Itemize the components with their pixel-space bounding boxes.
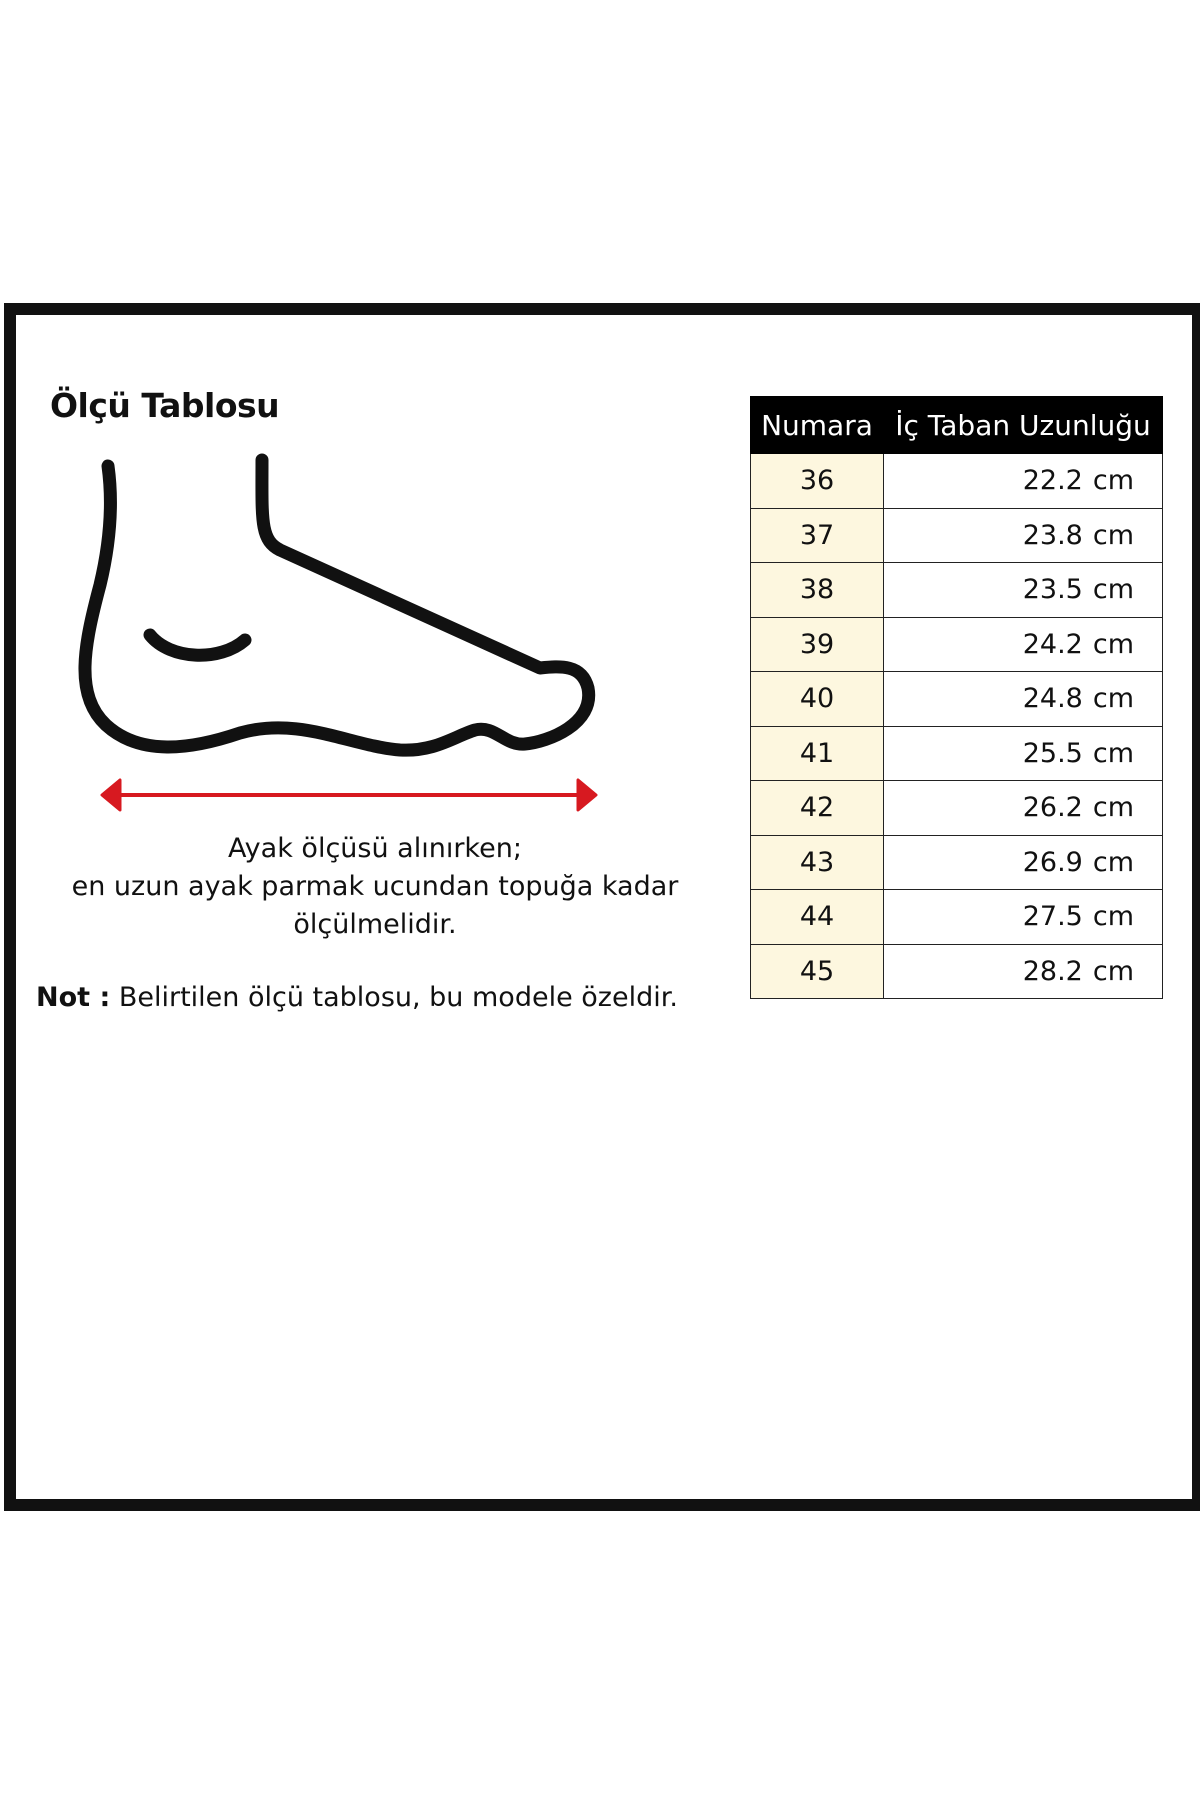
- table-row: [751, 563, 1163, 618]
- size-cell: 37: [751, 508, 884, 563]
- length-cell: [884, 835, 1163, 890]
- header-insole-length: İç Taban Uzunluğu: [884, 397, 1163, 454]
- length-value: 27.5: [1022, 901, 1083, 933]
- length-unit: cm: [1092, 574, 1134, 606]
- size-cell: 42: [751, 781, 884, 836]
- note-label: Not :: [36, 982, 111, 1013]
- model-note: [36, 982, 678, 1013]
- table-row: [751, 726, 1163, 781]
- table-row: [751, 944, 1163, 999]
- note-text: Belirtilen ölçü tablosu, bu modele özeldir.: [110, 982, 678, 1013]
- length-cell: [884, 672, 1163, 727]
- table-row: [751, 454, 1163, 509]
- length-cell: [884, 726, 1163, 781]
- length-value: 25.5: [1022, 737, 1083, 769]
- length-unit: cm: [1092, 737, 1134, 769]
- table-row: [751, 508, 1163, 563]
- length-unit: cm: [1092, 465, 1134, 497]
- foot-outline-icon: [85, 460, 589, 750]
- size-cell: 45: [751, 944, 884, 999]
- length-cell: [884, 508, 1163, 563]
- length-unit: cm: [1092, 846, 1134, 878]
- size-cell: 44: [751, 890, 884, 945]
- measurement-instructions: [30, 830, 720, 944]
- length-value: 23.5: [1022, 574, 1083, 606]
- size-cell: 41: [751, 726, 884, 781]
- length-value: 22.2: [1022, 465, 1083, 497]
- length-unit: cm: [1092, 628, 1134, 660]
- length-cell: [884, 454, 1163, 509]
- length-value: 26.9: [1022, 846, 1083, 878]
- size-chart-table: [750, 396, 1163, 999]
- size-cell: 36: [751, 454, 884, 509]
- size-cell: 39: [751, 617, 884, 672]
- size-cell: 43: [751, 835, 884, 890]
- length-cell: [884, 890, 1163, 945]
- length-cell: [884, 563, 1163, 618]
- instruction-line: Ayak ölçüsü alınırken;: [228, 833, 522, 864]
- table-row: [751, 890, 1163, 945]
- size-cell: 40: [751, 672, 884, 727]
- table-row: [751, 617, 1163, 672]
- table-row: [751, 835, 1163, 890]
- page-title: Ölçü Tablosu: [50, 386, 280, 425]
- length-cell: [884, 781, 1163, 836]
- length-value: 28.2: [1022, 955, 1083, 987]
- length-unit: cm: [1092, 519, 1134, 551]
- length-unit: cm: [1092, 901, 1134, 933]
- length-unit: cm: [1092, 683, 1134, 715]
- table-row: [751, 781, 1163, 836]
- length-unit: cm: [1092, 792, 1134, 824]
- table-row: [751, 672, 1163, 727]
- length-cell: [884, 617, 1163, 672]
- length-value: 26.2: [1022, 792, 1083, 824]
- double-arrow-icon: [102, 780, 596, 810]
- length-value: 23.8: [1022, 519, 1083, 551]
- table-header-row: [751, 397, 1163, 454]
- length-value: 24.8: [1022, 683, 1083, 715]
- foot-measurement-figure: [70, 450, 610, 820]
- length-cell: [884, 944, 1163, 999]
- length-unit: cm: [1092, 955, 1134, 987]
- size-cell: 38: [751, 563, 884, 618]
- instruction-line: en uzun ayak parmak ucundan topuğa kadar: [71, 871, 679, 902]
- instruction-line: ölçülmelidir.: [293, 909, 457, 940]
- header-size: Numara: [751, 397, 884, 454]
- length-value: 24.2: [1022, 628, 1083, 660]
